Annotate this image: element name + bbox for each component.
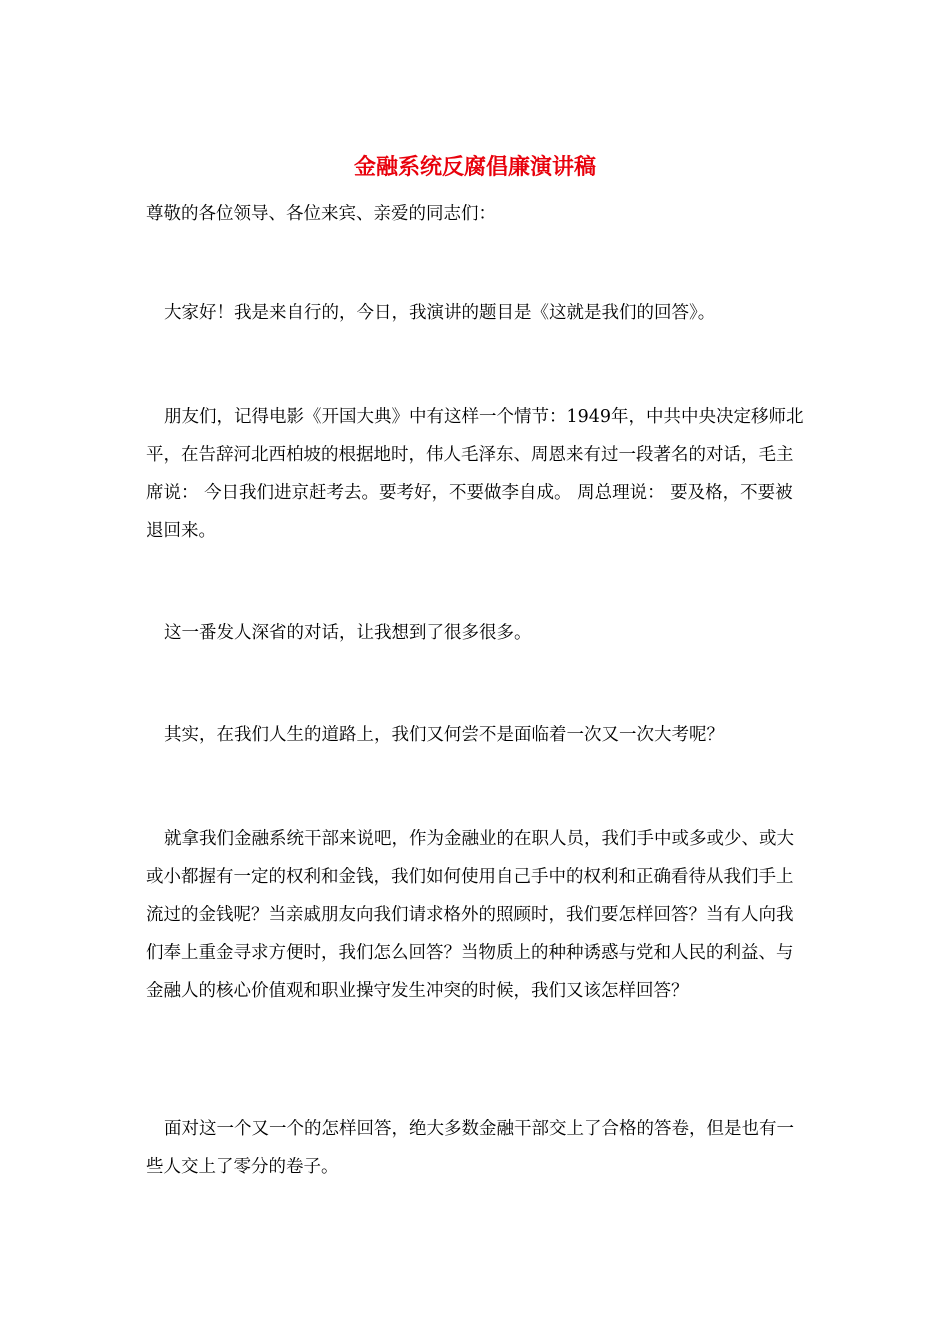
- paragraph-5: 就拿我们金融系统干部来说吧，作为金融业的在职人员，我们手中或多或少、或大或小都握有一定的权利和金钱，我们如何使用自己手中的权利和正确看待从我们手上流过的金钱呢？当亲戚朋友向我们请求格外的照顾时，我们要怎样回答？当有人向我们奉上重金寻求方便时，我们怎么回答？当物质上的种种诱惑与党和人民的利益、与金融人的核心价值观和职业操守发生冲突的时候，我们又该怎样回答？: [146, 829, 794, 1001]
- paragraph-6: 面对这一个又一个的怎样回答，绝大多数金融干部交上了合格的答卷，但是也有一些人交上了零分的卷子。: [146, 1119, 794, 1177]
- paragraph-1: 大家好！我是来自行的，今日，我演讲的题目是《这就是我们的回答》。: [164, 303, 716, 323]
- paragraph-3: 这一番发人深省的对话，让我想到了很多很多。: [164, 623, 532, 643]
- paragraph-4: 其实，在我们人生的道路上，我们又何尝不是面临着一次又一次大考呢？: [164, 725, 724, 745]
- document-title: 金融系统反腐倡廉演讲稿: [353, 154, 596, 180]
- greeting-line: 尊敬的各位领导、各位来宾、亲爱的同志们：: [146, 204, 496, 224]
- paragraph-2: 朋友们，记得电影《开国大典》中有这样一个情节：1949年，中共中央决定移师北平，在告辞河北西柏坡的根据地时，伟人毛泽东、周恩来有过一段著名的对话，毛主席说： 今日我们进京赶考去。要考好，不要做李自成。 周总理说： 要及格，不要被退回来。: [146, 407, 804, 541]
